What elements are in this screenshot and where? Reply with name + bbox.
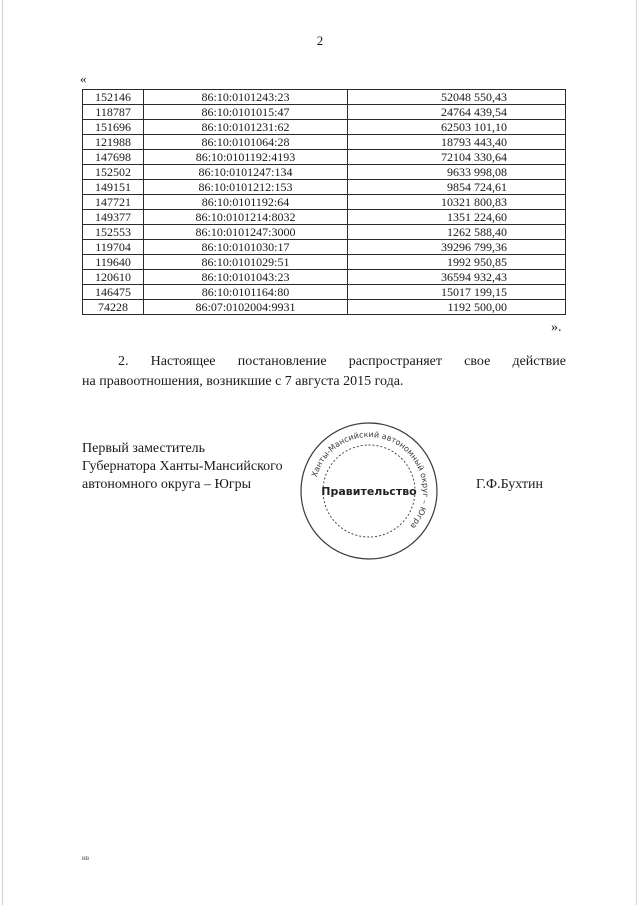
cadastral-number-cell: 86:10:0101164:80 bbox=[144, 285, 348, 300]
scan-edge-right bbox=[636, 0, 637, 905]
table-row bbox=[83, 240, 566, 255]
footer-mark: ив bbox=[82, 854, 90, 862]
value-cell: 24764 439,54 bbox=[347, 105, 565, 120]
official-seal bbox=[296, 418, 442, 564]
row-number-cell: 152146 bbox=[83, 90, 144, 105]
cadastral-number-cell: 86:10:0101192:64 bbox=[144, 195, 348, 210]
paragraph-2-line-2: на правоотношения, возникшие с 7 августа 2015 года. bbox=[82, 374, 404, 389]
row-number-cell: 119704 bbox=[83, 240, 144, 255]
cadastral-number-cell: 86:10:0101064:28 bbox=[144, 135, 348, 150]
row-number-cell: 121988 bbox=[83, 135, 144, 150]
signatory-title-line: автономного округа – Югры bbox=[82, 477, 251, 492]
registry-table bbox=[82, 89, 566, 315]
row-number-cell: 120610 bbox=[83, 270, 144, 285]
value-cell: 39296 799,36 bbox=[347, 240, 565, 255]
table-row bbox=[83, 135, 566, 150]
table-row bbox=[83, 225, 566, 240]
paragraph-word: свое bbox=[464, 354, 491, 369]
row-number-cell: 119640 bbox=[83, 255, 144, 270]
row-number-cell: 74228 bbox=[83, 300, 144, 315]
row-number-cell: 147721 bbox=[83, 195, 144, 210]
paragraph-2 bbox=[82, 352, 566, 392]
signatory-name: Г.Ф.Бухтин bbox=[476, 477, 544, 492]
value-cell: 15017 199,15 bbox=[347, 285, 565, 300]
opening-quote: « bbox=[80, 71, 87, 86]
table-row bbox=[83, 90, 566, 105]
value-cell: 72104 330,64 bbox=[347, 150, 565, 165]
row-number-cell: 118787 bbox=[83, 105, 144, 120]
value-cell: 1992 950,85 bbox=[347, 255, 565, 270]
cadastral-number-cell: 86:10:0101029:51 bbox=[144, 255, 348, 270]
value-cell: 9854 724,61 bbox=[347, 180, 565, 195]
value-cell: 1351 224,60 bbox=[347, 210, 565, 225]
cadastral-number-cell: 86:10:0101015:47 bbox=[144, 105, 348, 120]
cadastral-number-cell: 86:10:0101247:134 bbox=[144, 165, 348, 180]
value-cell: 62503 101,10 bbox=[347, 120, 565, 135]
table-row bbox=[83, 120, 566, 135]
table-row bbox=[83, 105, 566, 120]
table-row bbox=[83, 150, 566, 165]
paragraph-word: 2. bbox=[118, 354, 129, 369]
cadastral-number-cell: 86:10:0101043:23 bbox=[144, 270, 348, 285]
table-row bbox=[83, 195, 566, 210]
row-number-cell: 152502 bbox=[83, 165, 144, 180]
cadastral-number-cell: 86:10:0101192:4193 bbox=[144, 150, 348, 165]
table-row bbox=[83, 210, 566, 225]
signatory-title bbox=[82, 440, 283, 494]
row-number-cell: 151696 bbox=[83, 120, 144, 135]
signatory-title-line: Первый заместитель bbox=[82, 441, 206, 456]
row-number-cell: 152553 bbox=[83, 225, 144, 240]
value-cell: 9633 998,08 bbox=[347, 165, 565, 180]
row-number-cell: 147698 bbox=[83, 150, 144, 165]
row-number-cell: 149151 bbox=[83, 180, 144, 195]
page-number: 2 bbox=[316, 33, 324, 48]
closing-quote: ». bbox=[551, 320, 562, 335]
value-cell: 1262 588,40 bbox=[347, 225, 565, 240]
value-cell: 36594 932,43 bbox=[347, 270, 565, 285]
table-row bbox=[83, 300, 566, 315]
cadastral-number-cell: 86:10:0101231:62 bbox=[144, 120, 348, 135]
cadastral-number-cell: 86:10:0101214:8032 bbox=[144, 210, 348, 225]
seal-center-text: Правительство bbox=[321, 485, 417, 498]
registry-table-body bbox=[83, 90, 566, 315]
paragraph-word: распространяет bbox=[348, 354, 442, 369]
table-row bbox=[83, 270, 566, 285]
table-row bbox=[83, 165, 566, 180]
table-row bbox=[83, 180, 566, 195]
seal-ring-text: Ханты-Мансийский автономный округ – Югра bbox=[309, 429, 431, 531]
value-cell: 18793 443,40 bbox=[347, 135, 565, 150]
table-row bbox=[83, 285, 566, 300]
paragraph-word: действие bbox=[512, 354, 566, 369]
table-row bbox=[83, 255, 566, 270]
signatory-title-line: Губернатора Ханты-Мансийского bbox=[82, 459, 283, 474]
paragraph-word: Настоящее bbox=[150, 354, 216, 369]
row-number-cell: 149377 bbox=[83, 210, 144, 225]
value-cell: 10321 800,83 bbox=[347, 195, 565, 210]
value-cell: 1192 500,00 bbox=[347, 300, 565, 315]
cadastral-number-cell: 86:10:0101243:23 bbox=[144, 90, 348, 105]
cadastral-number-cell: 86:10:0101212:153 bbox=[144, 180, 348, 195]
row-number-cell: 146475 bbox=[83, 285, 144, 300]
cadastral-number-cell: 86:10:0101247:3000 bbox=[144, 225, 348, 240]
value-cell: 52048 550,43 bbox=[347, 90, 565, 105]
paragraph-word: постановление bbox=[237, 354, 327, 369]
scan-edge-left bbox=[2, 0, 3, 905]
cadastral-number-cell: 86:10:0101030:17 bbox=[144, 240, 348, 255]
cadastral-number-cell: 86:07:0102004:9931 bbox=[144, 300, 348, 315]
paragraph-2-line-1 bbox=[82, 352, 566, 372]
